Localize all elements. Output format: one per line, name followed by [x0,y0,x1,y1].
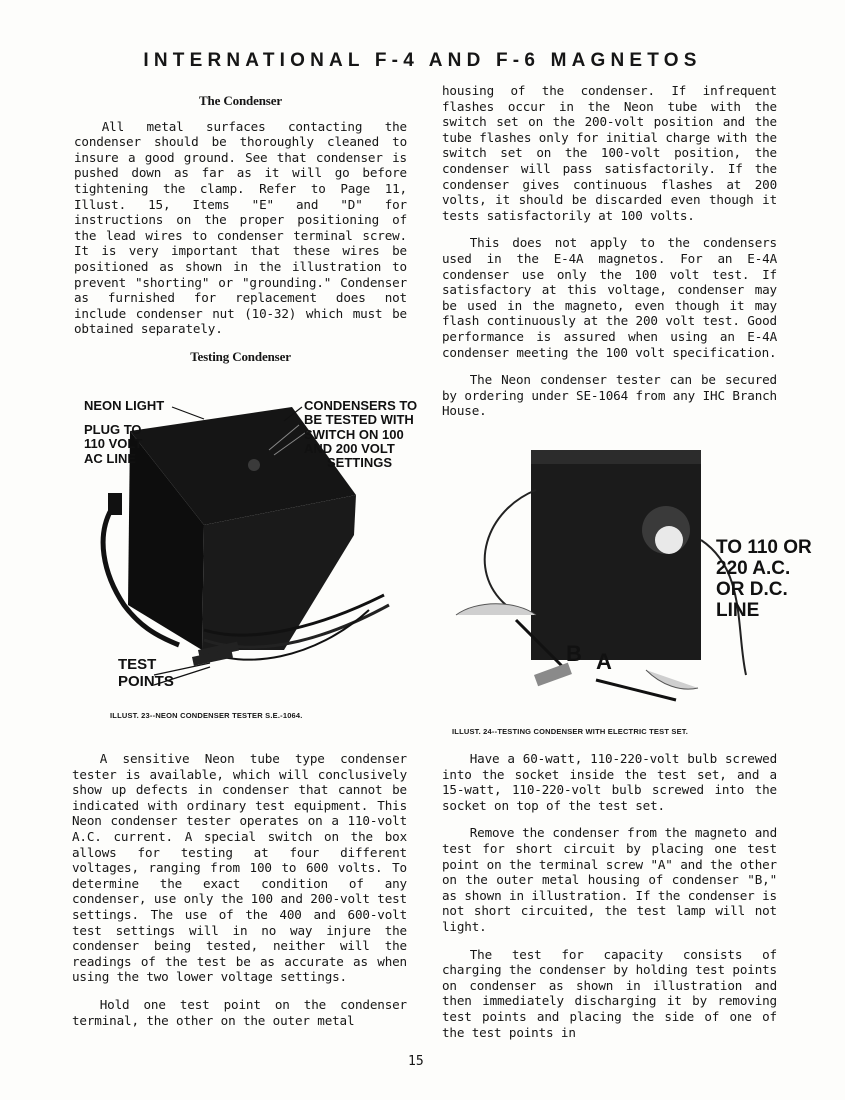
paragraph-condenser: All metal surfaces contacting the condenser should be thoroughly cleaned to insure a good ground. See that condenser is pushed down as far as it will go before tightening the clamp. Refer to Page 11, Illust. 15, Items "E" and "D" for instructions on the proper positioning of the lead wires to condenser terminal screw. It is very important that these wires be positioned as shown in the illustration to prevent "shorting" or "grounding." Condenser as furnished for replacement does not include condenser nut (10-32) which must be obtained separately. [74,118,407,337]
illustration-24 [446,430,812,720]
paragraph-ordering: The Neon condenser tester can be secured by ordering under SE-1064 from any IHC Branch House. [442,372,777,419]
label-test-line-1: TEST [118,656,157,673]
label-cond-line-4: AND 200 VOLT [304,440,395,456]
label-line-1: TO 110 OR [716,537,812,558]
label-cond-line-3: SWITCH ON 100 [304,426,404,442]
right-column-bottom [442,751,777,1052]
right-column-top [442,83,777,431]
label-condensers-to [304,398,418,471]
illustration-23 [84,395,418,710]
label-test-line-2: POINTS [118,672,174,690]
paragraph-short-circuit: Remove the condenser from the magneto and test for short circuit by placing one test point on the terminal screw "A" and the other on the outer metal housing of condenser "B," as shown in illustration. If the condenser is not short circuited, the test lamp will not light. [442,825,777,934]
paragraph-bulbs: Have a 60-watt, 110-220-volt bulb screwed into the socket inside the test set, and a 15-watt, 110-220-volt bulb screwed into the socket on top of the test set. [442,751,777,813]
page-number: 15 [408,1054,424,1069]
paragraph-housing: housing of the condenser. If infrequent flashes occur in the Neon tube with the switch set on the 200-volt position and the tube flashes only for initial charge with the switch set on the 100-volt position, the condenser will pass satisfactorily. If the condenser gives continuous flashes at 200 volts, it should be discarded even though it tests satisfactorily at 100 volts. [442,83,777,223]
label-line-3: OR D.C. [716,578,788,600]
paragraph-neon-tester: A sensitive Neon tube type condenser tester is available, which will conclusively show up defects in condenser that cannot be indicated with ordinary test equipment. This Neon condenser tester operates on a 110-volt A.C. current. A special switch on the box allows for testing at four different voltages, ranging from 100 to 600 volts. To determine the exact condition of any condenser, use only the 100 and 200-volt test settings. The use of the 400 and 600-volt test settings will in no way injure the condenser being tested, neither will the readings of the test be as accurate as when using the two lower voltage settings. [72,751,407,985]
label-test-points [118,657,174,690]
label-plug-line-3: AC LINE [84,450,136,466]
label-line-4: LINE [716,599,760,621]
section-heading-condenser: The Condenser [199,93,282,108]
caption-illust-24: ILLUST. 24--TESTING CONDENSER WITH ELECTRIC TEST SET. [452,727,689,736]
section-heading-testing: Testing Condenser [190,348,291,364]
label-a: A [596,649,612,674]
label-line [716,538,812,622]
label-neon-light: NEON LIGHT [84,398,165,413]
paragraph-hold-test-point: Hold one test point on the condenser terminal, the other on the outer metal [72,996,407,1028]
label-plug-line-1: PLUG TO [84,422,142,437]
label-plug-line-2: 110 VOLT [84,436,143,452]
paragraph-capacity: The test for capacity consists of charging the condenser by holding test points on condenser as shown in illustration and then immediately discharging it by removing test points and placing the side of one of the test points in [442,946,777,1040]
label-plug-to [84,423,142,466]
label-b: B [566,641,582,666]
left-column-top [74,93,407,375]
page-header-title: INTERNATIONAL F-4 AND F-6 MAGNETOS [143,50,702,71]
label-cond-line-5: SETTINGS [326,455,392,471]
caption-illust-23: ILLUST. 23--NEON CONDENSER TESTER S.E.-1064. [110,711,303,720]
left-column-bottom [72,751,407,1040]
label-line-2: 220 A.C. [716,557,791,579]
label-cond-line-1: CONDENSERS TO [304,398,418,413]
paragraph-e4a: This does not apply to the condensers used in the E-4A magnetos. For an E-4A condenser use only the 100 volt test. If satisfactory at this voltage, condenser may be used in the magneto, even though it may flash continuously at the 200 volt test. Good performance is assured when using an E-4A condenser meeting the 100 volt specification. [442,235,777,360]
label-cond-line-2: BE TESTED WITH [304,412,414,428]
